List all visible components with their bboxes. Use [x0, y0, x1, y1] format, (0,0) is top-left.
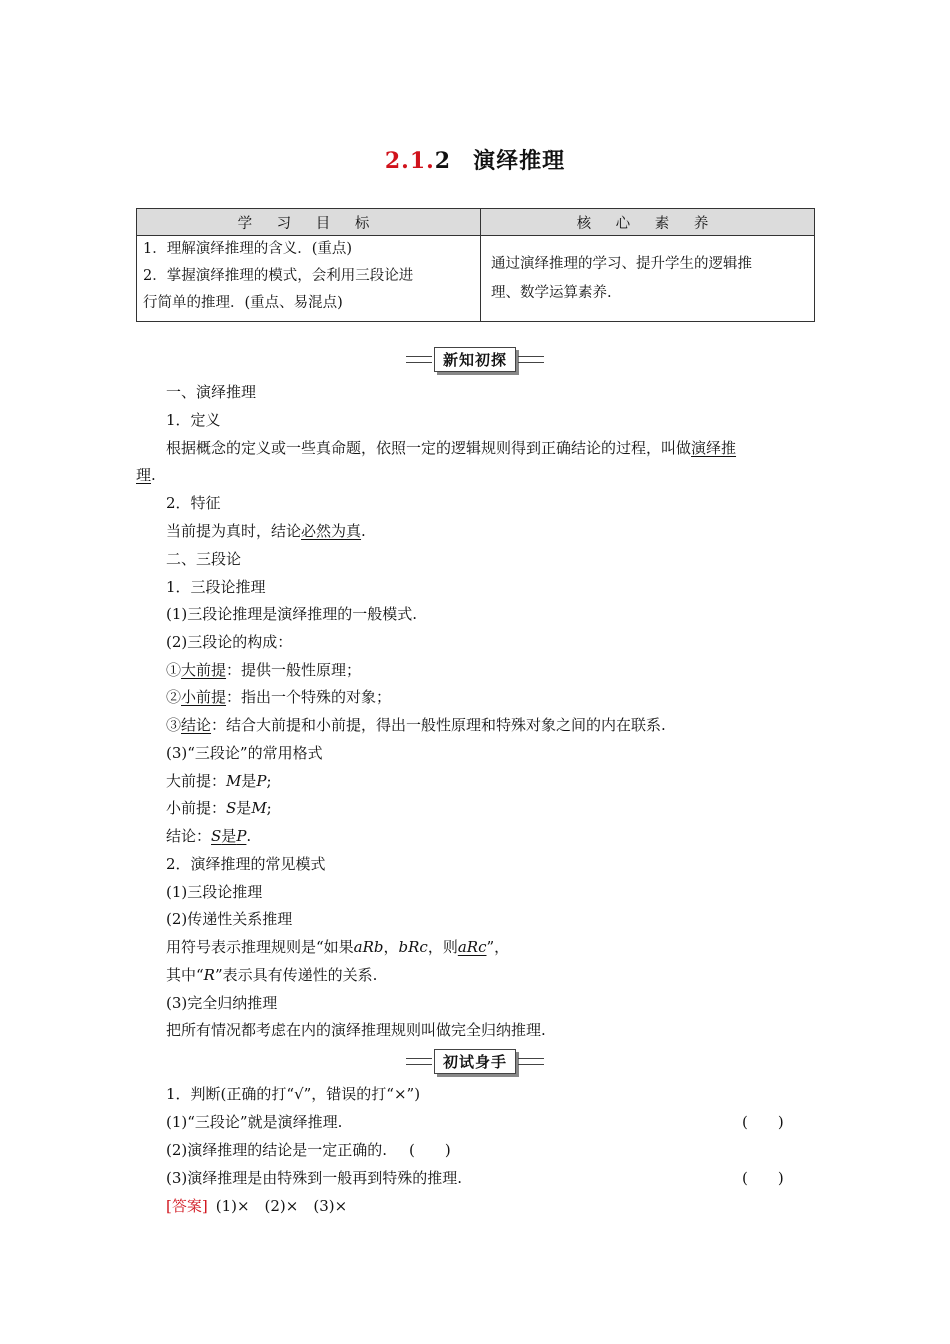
exercise-question: 1．判断(正确的打“√”，错误的打“×”)	[166, 1085, 421, 1103]
term-deductive-b: 理	[136, 466, 152, 484]
answer-label: [答案]	[166, 1197, 208, 1215]
answer-blank-3: ( )	[742, 1169, 784, 1187]
title-text: 演绎推理	[473, 148, 566, 174]
title-number-black: 2	[434, 148, 452, 174]
mode-3-text: 把所有情况都考虑在内的演绎推理规则叫做完全归纳推理.	[166, 1021, 546, 1039]
component-major: ①大前提：提供一般性原理；	[166, 661, 362, 679]
term-major-premise: 大前提	[181, 661, 227, 679]
subheading-definition: 1．定义	[166, 411, 221, 429]
paragraph-1: (1)三段论推理是演绎推理的一般模式.	[166, 605, 418, 623]
term-minor-premise: 小前提	[181, 688, 227, 706]
format-minor: 小前提：S是M;	[166, 799, 272, 817]
literacy-header: 核 心 素 养	[481, 209, 815, 236]
heading-syllogism: 二、三段论	[166, 550, 242, 568]
subheading-feature: 2．特征	[166, 494, 221, 512]
heading-deductive: 一、演绎推理	[166, 383, 257, 401]
literacy-line: 理、数学运算素养.	[491, 284, 612, 301]
answer-text: (1)× (2)× (3)×	[215, 1197, 348, 1215]
answer-line	[166, 1195, 347, 1216]
component-conclusion: ③结论：结合大前提和小前提，得出一般性原理和特殊对象之间的内在联系.	[166, 716, 666, 734]
format-major: 大前提：M是P;	[166, 772, 272, 790]
exercise-item-1: (1)“三段论”就是演绎推理.	[166, 1113, 343, 1131]
goals-header: 学 习 目 标	[137, 209, 481, 236]
mode-2-rule: 用符号表示推理规则是“如果aRb，bRc，则aRc”，	[166, 938, 510, 956]
banner-label: 初试身手	[434, 1049, 516, 1074]
definition-text-cont: 理.	[136, 466, 156, 484]
term-arc: aRc	[457, 938, 487, 956]
learning-goals-table	[136, 208, 815, 322]
goal-line: 1．理解演绎推理的含义．(重点)	[143, 241, 353, 257]
paragraph-3: (3)“三段论”的常用格式	[166, 744, 323, 762]
new-knowledge-banner	[0, 347, 950, 373]
banner-rule-left	[406, 1058, 432, 1065]
mode-3: (3)完全归纳推理	[166, 994, 278, 1012]
subheading-common-modes: 2．演绎推理的常见模式	[166, 855, 326, 873]
literacy-cell	[481, 236, 815, 322]
mode-2: (2)传递性关系推理	[166, 910, 293, 928]
trial-banner	[0, 1049, 950, 1075]
mode-1: (1)三段论推理	[166, 883, 263, 901]
banner-rule-right	[518, 1058, 544, 1065]
literacy-line: 通过演绎推理的学习、提升学生的逻辑推	[491, 255, 752, 272]
exercise-item-2: (2)演绎推理的结论是一定正确的. ( )	[166, 1141, 451, 1159]
conclusion-s-is-p: S是P	[211, 827, 247, 845]
goals-cell	[137, 236, 481, 322]
term-conclusion: 结论	[181, 716, 212, 734]
exercise-item-3: (3)演绎推理是由特殊到一般再到特殊的推理.	[166, 1169, 463, 1187]
section-title	[0, 144, 950, 175]
format-conclusion: 结论：S是P.	[166, 827, 252, 845]
term-necessarily-true: 必然为真	[301, 522, 362, 540]
title-number-red: 2.1.	[384, 148, 435, 174]
answer-blank-2: ( )	[409, 1141, 451, 1159]
subheading-syllogism-reasoning: 1．三段论推理	[166, 578, 266, 596]
paragraph-2: (2)三段论的构成：	[166, 633, 293, 651]
goal-line: 2．掌握演绎推理的模式，会利用三段论进	[143, 268, 414, 284]
definition-text: 根据概念的定义或一些真命题，依照一定的逻辑规则得到正确结论的过程，叫做演绎推	[166, 439, 737, 457]
banner-rule-left	[406, 356, 432, 363]
term-deductive-a: 演绎推	[691, 439, 737, 457]
banner-rule-right	[518, 356, 544, 363]
feature-text: 当前提为真时，结论必然为真.	[166, 522, 366, 540]
answer-blank-1: ( )	[742, 1113, 784, 1131]
mode-2-note: 其中“R”表示具有传递性的关系.	[166, 966, 378, 984]
component-minor: ②小前提：指出一个特殊的对象；	[166, 688, 392, 706]
banner-label: 新知初探	[434, 347, 516, 372]
goal-line: 行简单的推理．(重点、易混点)	[143, 295, 343, 311]
